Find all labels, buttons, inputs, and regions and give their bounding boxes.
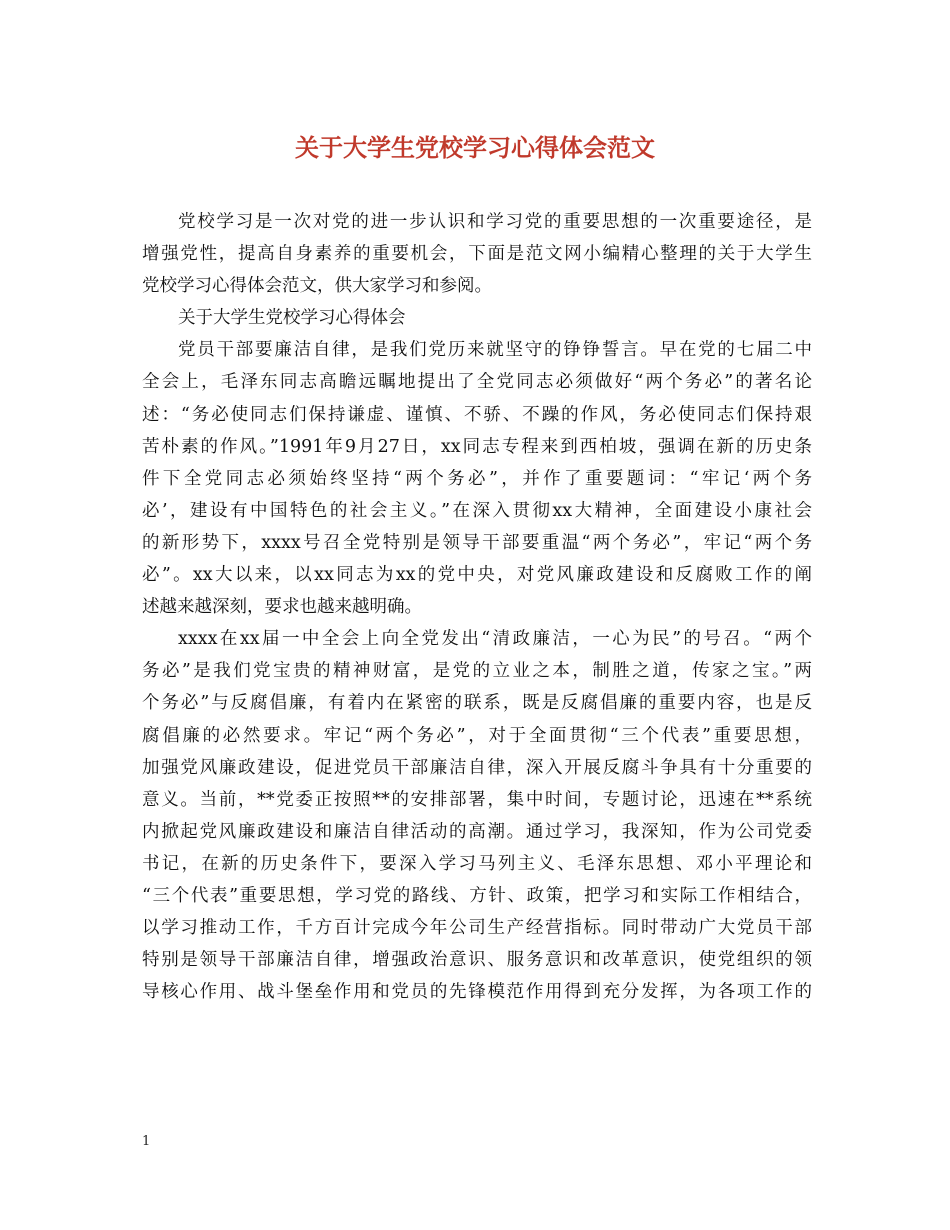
paragraph-line: 必’，建设有中国特色的社会主义。”在深入贯彻xx大精神，全面建设小康社会 — [142, 500, 812, 521]
paragraph-line: 党员干部要廉洁自律，是我们党历来就坚守的铮铮誓言。早在党的七届二中 — [178, 340, 812, 361]
paragraph-line: 件下全党同志必须始终坚持“两个务必”，并作了重要题词：“牢记‘两个务 — [142, 468, 812, 489]
paragraph-line: 导核心作用、战斗堡垒作用和党员的先锋模范作用得到充分发挥，为各项工作的 — [142, 982, 812, 1003]
paragraph — [142, 206, 812, 302]
paragraph-line: 意义。当前，**党委正按照**的安排部署，集中时间，专题讨论，迅速在**系统 — [142, 789, 812, 810]
paragraph-line: 述越来越深刻，要求也越来越明确。 — [142, 597, 422, 618]
paragraph-line: 全会上，毛泽东同志高瞻远瞩地提出了全党同志必须做好“两个务必”的著名论 — [142, 372, 812, 393]
paragraph — [142, 334, 812, 623]
paragraph-line: 以学习推动工作，千方百计完成今年公司生产经营指标。同时带动广大党员干部 — [142, 918, 812, 939]
page-number: 1 — [142, 1134, 151, 1149]
paragraph-line: 增强党性，提高自身素养的重要机会，下面是范文网小编精心整理的关于大学生 — [142, 244, 812, 265]
paragraph-line: “三个代表”重要思想，学习党的路线、方针、政策，把学习和实际工作相结合， — [142, 885, 812, 906]
paragraph-line: 的新形势下，xxxx号召全党特别是领导干部要重温“两个务必”，牢记“两个务 — [142, 532, 812, 553]
paragraph-line: 必”。xx大以来，以xx同志为xx的党中央，对党风廉政建设和反腐败工作的阐 — [142, 565, 812, 586]
paragraph-line: 述：“务必使同志们保持谦虚、谨慎、不骄、不躁的作风，务必使同志们保持艰 — [142, 404, 812, 425]
paragraph-line: xxxx在xx届一中全会上向全党发出“清政廉洁，一心为民”的号召。“两个 — [178, 629, 812, 650]
paragraph-line: 书记，在新的历史条件下，要深入学习马列主义、毛泽东思想、邓小平理论和 — [142, 853, 812, 874]
paragraph-line: 特别是领导干部廉洁自律，增强政治意识、服务意识和改革意识，使党组织的领 — [142, 950, 812, 971]
paragraph-line: 务必”是我们党宝贵的精神财富，是党的立业之本，制胜之道，传家之宝。”两 — [142, 661, 812, 682]
paragraph-line: 关于大学生党校学习心得体会 — [178, 308, 406, 329]
paragraph — [142, 302, 812, 334]
paragraph-line: 加强党风廉政建设，促进党员干部廉洁自律，深入开展反腐斗争具有十分重要的 — [142, 757, 812, 778]
paragraph-line: 内掀起党风廉政建设和廉洁自律活动的高潮。通过学习，我深知，作为公司党委 — [142, 821, 812, 842]
document-title: 关于大学生党校学习心得体会范文 — [295, 133, 655, 162]
paragraph-line: 党校学习是一次对党的进一步认识和学习党的重要思想的一次重要途径，是 — [178, 212, 812, 232]
paragraph-line: 苦朴素的作风。”1991年9月27日，xx同志专程来到西柏坡，强调在新的历史条 — [142, 436, 812, 457]
paragraph-line: 腐倡廉的必然要求。牢记“两个务必”，对于全面贯彻“三个代表”重要思想， — [142, 725, 812, 746]
paragraph-line: 党校学习心得体会范文，供大家学习和参阅。 — [142, 276, 492, 297]
paragraph-line: 个务必”与反腐倡廉，有着内在紧密的联系，既是反腐倡廉的重要内容，也是反 — [142, 693, 812, 714]
document-body — [142, 206, 812, 1008]
paragraph — [142, 623, 812, 1008]
